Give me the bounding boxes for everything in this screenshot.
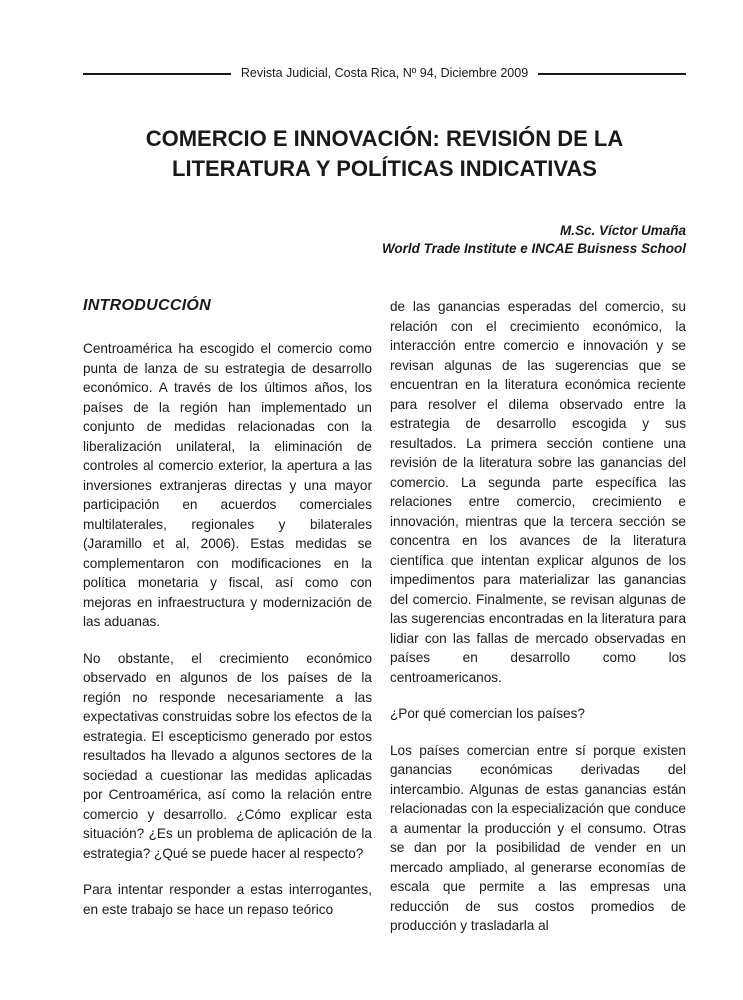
left-column [83,297,372,936]
byline [83,222,686,258]
subsection-question: ¿Por qué comercian los países? [390,706,585,721]
section-heading-introduccion: INTRODUCCIÓN [83,297,212,314]
article-title [83,124,686,184]
paragraph-trade-gains: Los países comercian entre sí porque existen ganancias económicas derivadas del intercambio. Algunas de estas ganancias están relacionadas con la especialización que conduce a aumentar la producción y el consumo. Otras se dan por la posibilidad de vender en un mercado ampliado, al generarse economías de escala que permite a las empresas una reducción de sus costos promedios de producción y trasladarla al [390,742,686,933]
article-title-line-2: LITERATURA Y POLÍTICAS INDICATIVAS [172,156,597,181]
page-content [83,66,686,936]
paragraph-continuation: de las ganancias esperadas del comercio, su relación con el crecimiento económico, la interacción entre comercio e innovación y se revisan algunas de las sugerencias que se encuentran en la literatura económica reciente para resolver el dilema observado entre la estrategia de desarrollo escogida y sus resultados. La primera sección contiene una revisión de la literatura sobre las ganancias del comercio. La segunda parte específica las relaciones entre comercio, crecimiento e innovación, mientras que la tercera sección se concentra en los avances de la literatura científica que intentan explicar algunos de los impedimentos para materializar las ganancias del comercio. Finalmente, se revisan algunas de las sugerencias encontradas en la literatura para lidiar con las fallas de mercado observadas en países en desarrollo como los centroamericanos. [390,299,686,685]
journal-header-text: Revista Judicial, Costa Rica, Nº 94, Diciembre 2009 [240,66,529,80]
running-head [83,66,686,81]
header-rule-left [83,73,231,75]
right-column [390,297,686,936]
article-body [83,297,686,936]
header-rule-right [538,73,686,75]
article-title-line-1: COMERCIO E INNOVACIÓN: REVISIÓN DE LA [145,126,624,151]
paragraph-intro-2: No obstante, el crecimiento económico observado en algunos de los países de la región no responde necesariamente a las expectativas construidas sobre los efectos de la estrategia. El escepticismo generado por estos resultados ha llevado a algunos sectores de la sociedad a cuestionar las medidas aplicadas por Centroamérica, así como la relación entre comercio y desarrollo. ¿Cómo explicar esta situación? ¿Es un problema de aplicación de la estrategia? ¿Qué se puede hacer al respecto? [83,650,372,861]
author-affiliation: World Trade Institute e INCAE Buisness School [381,241,686,256]
author-name: M.Sc. Víctor Umaña [559,223,686,238]
paragraph-intro-1: Centroamérica ha escogido el comercio como punta de lanza de su estrategia de desarrollo económico. A través de los últimos años, los países de la región han implementado un conjunto de medidas relacionadas con la liberalización unilateral, la eliminación de controles al comercio exterior, la apertura a las inversiones extranjeras directas y una mayor participación en acuerdos comerciales multilaterales, regionales y bilaterales (Jaramillo et al, 2006). Estas medidas se complementaron con modificaciones en la política monetaria y fiscal, así como con mejoras en infraestructura y modernización de las aduanas. [83,341,372,629]
paragraph-intro-3: Para intentar responder a estas interrogantes, en este trabajo se hace un repaso teórico [83,882,372,917]
